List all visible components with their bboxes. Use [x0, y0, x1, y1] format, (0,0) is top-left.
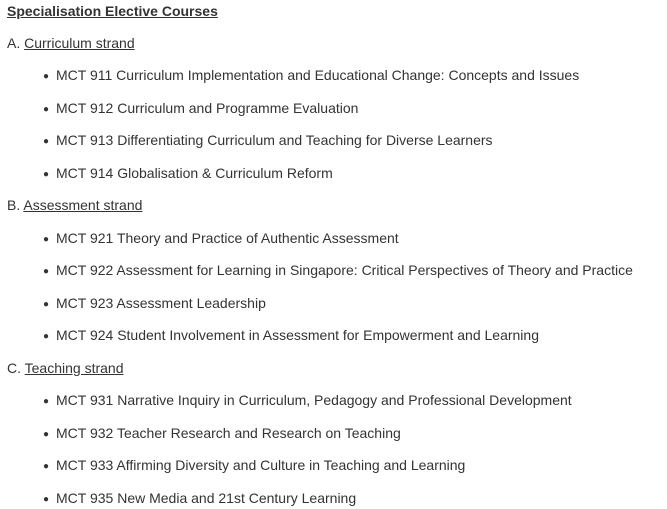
strand-heading-curriculum — [7, 34, 135, 52]
course-item — [43, 456, 465, 476]
course-label: MCT 912 Curriculum and Programme Evaluation — [56, 100, 359, 116]
strand-heading-teaching — [7, 359, 123, 377]
course-item — [43, 66, 579, 86]
bullet-icon: ● — [43, 494, 50, 505]
course-label: MCT 923 Assessment Leadership — [56, 295, 266, 311]
course-label: MCT 922 Assessment for Learning in Singapore: Critical Perspectives of Theory and Practice — [56, 262, 633, 278]
course-label: MCT 932 Teacher Research and Research on Teaching — [56, 425, 401, 441]
page-title: Specialisation Elective Courses — [7, 3, 218, 19]
bullet-icon: ● — [43, 299, 50, 310]
course-item — [43, 294, 266, 314]
course-label: MCT 921 Theory and Practice of Authentic Assessment — [56, 230, 399, 246]
course-label: MCT 935 New Media and 21st Century Learning — [56, 490, 357, 506]
course-item — [43, 261, 633, 281]
strand-name: Teaching strand — [24, 360, 124, 376]
course-item — [43, 489, 356, 509]
course-label: MCT 914 Globalisation & Curriculum Reform — [56, 165, 333, 181]
course-item — [43, 326, 539, 346]
bullet-icon: ● — [43, 104, 50, 115]
course-label: MCT 911 Curriculum Implementation and Educational Change: Concepts and Issues — [56, 67, 580, 83]
bullet-icon: ● — [43, 396, 50, 407]
course-label: MCT 913 Differentiating Curriculum and Teaching for Diverse Learners — [56, 132, 493, 148]
strand-letter: B. — [7, 197, 21, 213]
bullet-icon: ● — [43, 234, 50, 245]
strand-letter: A. — [7, 35, 21, 51]
course-item — [43, 164, 333, 184]
course-item — [43, 99, 358, 119]
bullet-icon: ● — [43, 169, 50, 180]
bullet-icon: ● — [43, 136, 50, 147]
course-label: MCT 931 Narrative Inquiry in Curriculum, Pedagogy and Professional Development — [56, 392, 572, 408]
course-item — [43, 131, 493, 151]
strand-letter: C. — [7, 360, 21, 376]
strand-name: Curriculum strand — [24, 35, 135, 51]
course-item — [43, 391, 572, 411]
bullet-icon: ● — [43, 331, 50, 342]
bullet-icon: ● — [43, 71, 50, 82]
course-item — [43, 424, 401, 444]
bullet-icon: ● — [43, 429, 50, 440]
strand-name: Assessment strand — [23, 197, 143, 213]
bullet-icon: ● — [43, 266, 50, 277]
course-label: MCT 933 Affirming Diversity and Culture in Teaching and Learning — [56, 457, 466, 473]
strand-heading-assessment — [7, 196, 142, 214]
course-label: MCT 924 Student Involvement in Assessment for Empowerment and Learning — [56, 327, 539, 343]
bullet-icon: ● — [43, 461, 50, 472]
course-item — [43, 229, 399, 249]
